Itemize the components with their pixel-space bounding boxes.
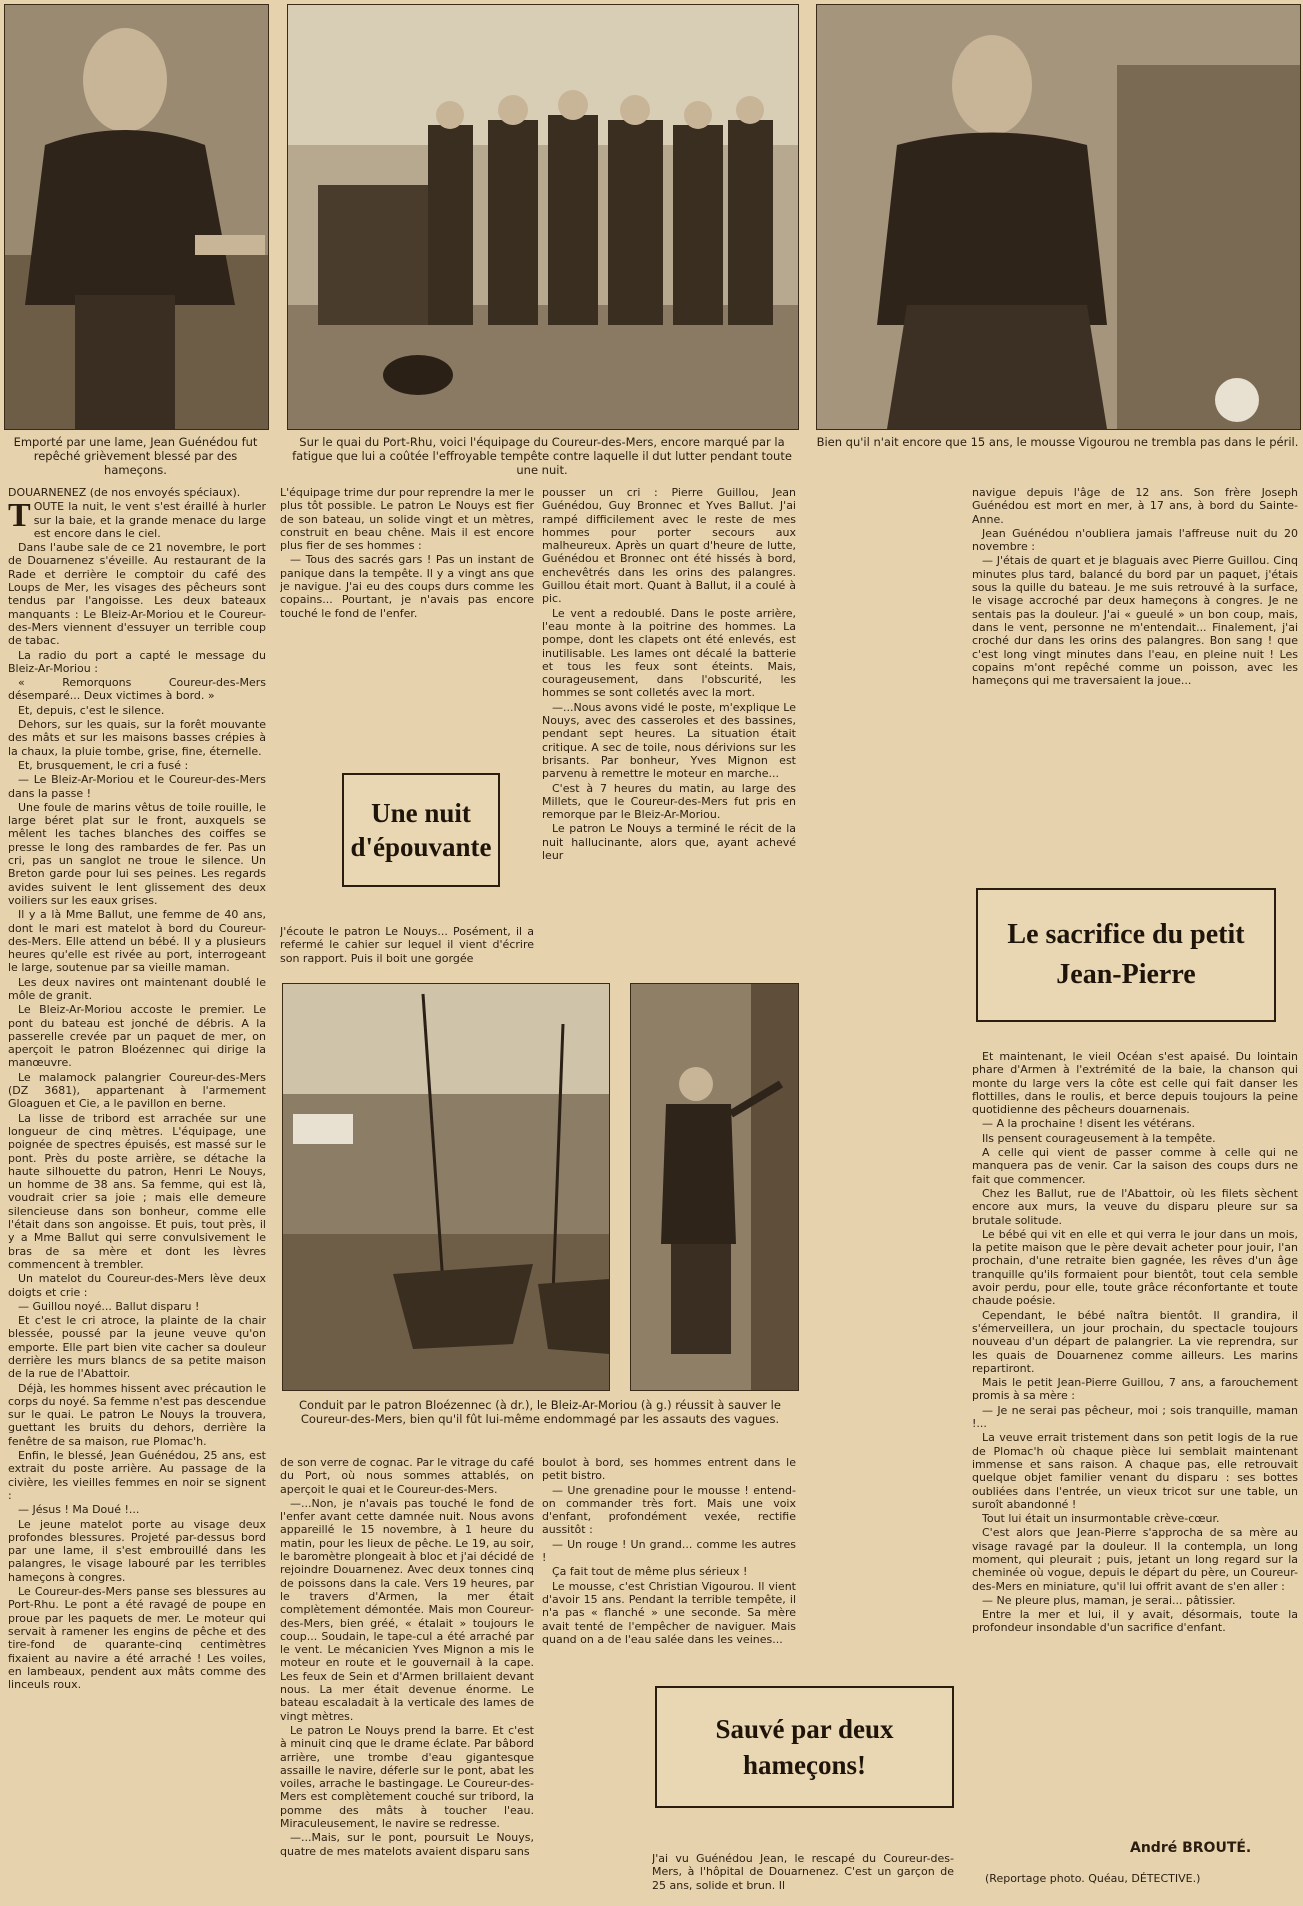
column-3-bottom xyxy=(542,1456,796,1656)
paragraph: — Le Bleiz-Ar-Moriou et le Coureur-des-Mers dans la passe ! xyxy=(8,773,266,800)
paragraph: — Jésus ! Ma Doué !... xyxy=(18,1503,140,1517)
column-4-bottom xyxy=(972,1050,1298,1830)
dateline: DOUARNENEZ (de nos envoyés spéciaux). xyxy=(8,486,241,499)
caption-middle: Conduit par le patron Bloézennec (à dr.), le Bleiz-Ar-Moriou (à g.) réussit à sauver le Coureur-des-Mers, bien qu'il fût lui-même endommagé par les assauts des vagues. xyxy=(299,1398,781,1426)
paragraph: Le patron Le Nouys prend la barre. Et c'est à minuit cinq que le drame éclate. Par bâbord arrière, une trombe d'eau gigantesque assaille le navire, déferle sur le pont, abat les voiles, arrache le bastingage. Le Coureur-des-Mers est complètement couché sur tribord, la pomme des mâts à toucher l'eau. Miraculeusement, le navire se redresse. xyxy=(280,1723,534,1831)
paragraph: J'écoute le patron Le Nouys... Posément, il a refermé le cahier sur lequel il vient d'écrire son rapport. Puis il boit une gorgée xyxy=(280,925,534,965)
paragraph: — Je ne serai pas pêcheur, moi ; sois tranquille, maman !... xyxy=(972,1403,1298,1431)
harbour-boats-icon xyxy=(283,984,609,1390)
paragraph: Enfin, le blessé, Jean Guénédou, 25 ans, est extrait du poste arrière. Au passage de la civière, les vieilles femmes en noir se signent : xyxy=(8,1449,266,1502)
caption-top-center: Sur le quai du Port-Rhu, voici l'équipage du Coureur-des-Mers, encore marqué par la fatigue que lui a coûtée l'effroyable tempête contre laquelle il dut lutter pendant toute une nuit. xyxy=(292,435,792,477)
paragraph: Les deux navires ont maintenant doublé le môle de granit. xyxy=(8,975,266,1002)
paragraph: C'est à 7 heures du matin, au large des Millets, que le Coureur-des-Mers fut pris en remorque par le Bleiz-Ar-Moriou. xyxy=(542,781,796,822)
paragraph: Une foule de marins vêtus de toile rouille, le large béret plat sur le front, auxquels se mêlent les taches blanches des coiffes se presse le long des rambardes de fer. Pas un cri, pas un sanglot ne troue le silence. Un Breton garde pour lui ses peines. Les regards avides suivent le lent glissement des deux voiliers sur les eaux grises. xyxy=(8,800,266,907)
photo-credit: (Reportage photo. Quéau, DÉTECTIVE.) xyxy=(985,1872,1201,1885)
paragraph: La radio du port a capté le message du Bleiz-Ar-Moriou : xyxy=(8,648,266,675)
paragraph: Dehors, sur les quais, sur la forêt mouvante des mâts et sur les maisons basses crépies à la chaux, la pluie tombe, grise, fine, éternelle. xyxy=(8,718,266,758)
drop-cap: T xyxy=(8,497,31,535)
paragraph: — Tous des sacrés gars ! Pas un instant de panique dans la tempête. Il y a vingt ans que je navigue. J'ai eu des coups durs comme les copains... Pourtant, je n'avais pas encore touché le fond de l'enfer. xyxy=(280,553,534,620)
paragraph: La lisse de tribord est arrachée sur une longueur de cinq mètres. L'équipage, une poignée de spectres épuisés, est massé sur le pont. Près du poste arrière, se détache la haute silhouette du patron, Henri Le Nouys, un homme de 38 ans. Sa femme, qui est là, voudrait crier sa joie ; mais elle demeure silencieuse dans son bonheur, comme elle l'était dans son angoisse. Et puis, tout près, il y a Mme Ballut qui serre convulsivement le bras de sa mère et dont les lèvres commencent à trembler. xyxy=(8,1111,266,1271)
paragraph: La veuve errait tristement dans son petit logis de la rue de Plomac'h où chaque pièce lui semblait maintenant immense et sans raison. A chaque pas, elle retrouvait quelque objet familier venant du disparu : ses bottes oubliées dans l'entrée, un vieux tricot sur une table, un suroît abandonné ! xyxy=(972,1431,1298,1511)
headline-sauve xyxy=(655,1686,954,1808)
paragraph: Dans l'aube sale de ce 21 novembre, le port de Douarnenez s'éveille. Au restaurant de la Rade et derrière le comptoir du café des Loups de Mer, les visages des pêcheurs sont tendus par l'angoisse. Les deux bateaux manquants : Le Bleiz-Ar-Moriou et le Coureur-des-Mers viennent d'essuyer un terrible coup de tabac. xyxy=(8,541,266,648)
paragraph: A celle qui vient de passer comme à celle qui ne manquera pas de venir. Car la saison des coups durs ne fait que commencer. xyxy=(972,1146,1298,1186)
paragraph: Jean Guénédou n'oubliera jamais l'affreuse nuit du 20 novembre : xyxy=(972,526,1298,554)
paragraph: Et, brusquement, le cri a fusé : xyxy=(18,758,189,772)
paragraph: — J'étais de quart et je blaguais avec Pierre Guillou. Cinq minutes plus tard, balancé du bord par un paquet, j'étais sous la quille du bateau. Je me suis retrouvé à la surface, le visage accroché par deux hameçons à congres. Je ne sentais pas la douleur. J'ai « gueulé » un bon coup, mais, dans le vent, personne ne m'entendait... Finalement, j'ai croché dur dans les orins des palangres. Bon sang ! que c'est long vingt minutes dans l'eau, en pleine nuit ! Les copains m'ont repêché comme un poisson, avec les hameçons qui me traversaient la joue... xyxy=(972,554,1298,688)
paragraph: « Remorquons Coureur-des-Mers désemparé... Deux victimes à bord. » xyxy=(8,676,266,703)
paragraph: — Ne pleure plus, maman, je serai... pâtissier. xyxy=(982,1593,1236,1607)
photo-vigourou xyxy=(816,4,1301,430)
paragraph: Le patron Le Nouys a terminé le récit de la nuit hallucinante, alors que, ayant achevé leur xyxy=(542,822,796,863)
paragraph: Le bébé qui vit en elle et qui verra le jour dans un mois, la petite maison que le père devait acheter pour jouir, l'an prochain, d'une retraite bien gagnée, les rêves d'un âge tranquille qu'ils formaient pour bientôt, tout cela semble avoir perdu, pour elle, toute grâce réconfortante et toute chaude poésie. xyxy=(972,1227,1298,1308)
headline-text: Une nuit d'épouvante xyxy=(350,798,492,862)
caption-top-right: Bien qu'il n'ait encore que 15 ans, le mousse Vigourou ne trembla pas dans le péril. xyxy=(816,435,1299,449)
paragraph: — A la prochaine ! disent les vétérans. xyxy=(982,1117,1195,1131)
paragraph: —...Mais, sur le pont, poursuit Le Nouys, quatre de mes matelots avaient disparu sans xyxy=(280,1831,534,1858)
captain-portrait-icon xyxy=(631,984,798,1390)
author-signature: André BROUTÉ. xyxy=(1130,1840,1252,1856)
column-2-bottom xyxy=(280,1456,534,1902)
paragraph: de son verre de cognac. Par le vitrage du café du Port, où nous sommes attablés, on aperçoit le quai et le Coureur-des-Mers. xyxy=(280,1456,534,1496)
paragraph: Ils pensent courageusement à la tempête. xyxy=(982,1131,1216,1145)
headline-sacrifice xyxy=(976,888,1276,1022)
paragraph: Le Bleiz-Ar-Moriou accoste le premier. Le pont du bateau est jonché de débris. A la passerelle crevée par un paquet de mer, on aperçoit le patron Bloézennec qui dirige la manœuvre. xyxy=(8,1003,266,1070)
paragraph: Un matelot du Coureur-des-Mers lève deux doigts et crie : xyxy=(8,1272,266,1299)
paragraph: Tout lui était un insurmontable crève-cœur. xyxy=(982,1512,1220,1526)
column-2-mid xyxy=(280,925,534,975)
paragraph: C'est alors que Jean-Pierre s'approcha de sa mère au visage ravagé par la douleur. Il la contempla, un long moment, qui pleurait ; puis, jetant un long regard sur la cheminée où vogue, depuis le départ du père, un Coureur-des-Mers en miniature, qu'il lui offrit avant de s'en aller : xyxy=(972,1526,1298,1593)
headline-une-nuit xyxy=(342,773,500,887)
paragraph: —...Non, je n'avais pas touché le fond de l'enfer avant cette damnée nuit. Nous avons appareillé le 15 novembre, à 1 heure du matin, pour les lieux de pêche. Le 19, au soir, le baromètre plongeait à bloc et j'ai décidé de rejoindre Douarnenez. Avec deux tonnes cinq de poissons dans la cale. Vers 19 heures, par le travers d'Armen, la mer était complètement démontée. Mais mon Coureur-des-Mers, bien gréé, « étalait » toujours le coup... Soudain, le tape-cul a été arraché par le vent. Le mécanicien Yves Mignon a mis le moteur en route et le gouvernail à la cape. Les feux de Sein et d'Armen brillaient devant nous. La mer était devenue énorme. Le bateau escaladait à la verticale des lames de vingt mètres. xyxy=(280,1496,534,1723)
paragraph: J'ai vu Guénédou Jean, le rescapé du Coureur-des-Mers, à l'hôpital de Douarnenez. C'est un garçon de 25 ans, solide et brun. Il xyxy=(652,1852,954,1892)
paragraph: navigue depuis l'âge de 12 ans. Son frère Joseph Guénédou est mort en mer, à 17 ans, à bord du Sainte-Anne. xyxy=(972,486,1298,526)
paragraph: — Un rouge ! Un grand... comme les autres ! xyxy=(542,1537,796,1565)
column-3-top xyxy=(542,486,796,976)
paragraph: —...Nous avons vidé le poste, m'explique Le Nouys, avec des casseroles et des bassines, pendant sept heures. La situation était critique. A sec de toile, nous dérivions sur les brisants. Par bonheur, Yves Mignon est parvenu à remettre le moteur en marche... xyxy=(542,700,796,781)
crew-group-icon xyxy=(288,5,798,429)
paragraph: L'équipage trime dur pour reprendre la mer le plus tôt possible. Le patron Le Nouys est fier de son bateau, un solide vingt et un mètres, construit en beau chêne. Mais il est encore plus fier de ses hommes : xyxy=(280,486,534,553)
column-4-top xyxy=(972,486,1298,866)
column-2-top xyxy=(280,486,534,766)
paragraph: Mais le petit Jean-Pierre Guillou, 7 ans, a farouchement promis à sa mère : xyxy=(972,1376,1298,1403)
photo-jean-guenedou xyxy=(4,4,269,430)
paragraph: pousser un cri : Pierre Guillou, Jean Guénédou, Guy Bronnec et Yves Ballut. J'ai rampé difficilement avec le reste de mes hommes pour porter secours aux malheureux. Après un quart d'heure de lutte, Guénédou et Bronnec ont été hissés à bord, enchevêtrés dans les orins des palangres. Guillou était mort. Quant à Ballut, il a coulé à pic. xyxy=(542,486,796,606)
paragraph: Et c'est le cri atroce, la plainte de la chair blessée, poussé par la jeune veuve qu'on emporte. Elle part bien vite cacher sa douleur derrière les murs blancs de sa petite maison de la rue de l'Abattoir. xyxy=(8,1314,266,1381)
photo-captain xyxy=(630,983,799,1391)
paragraph: Le jeune matelot porte au visage deux profondes blessures. Projeté par-dessus bord par une lame, il s'est embrouillé dans les palangres, le visage labouré par les terribles hameçons à congres. xyxy=(8,1517,266,1584)
photo-crew xyxy=(287,4,799,430)
headline-text: Sauvé par deux hameçons! xyxy=(715,1714,894,1780)
paragraph: Il y a là Mme Ballut, une femme de 40 ans, dont le mari est matelot à bord du Coureur-des-Mers. Elle attend un bébé. Il y a plusieurs heures qu'elle est rivée au port, interrogeant le large, soutenue par sa vieille maman. xyxy=(8,908,266,975)
caption-top-left: Emporté par une lame, Jean Guénédou fut repêché grièvement blessé par des hameçons. xyxy=(13,435,258,477)
paragraph: Le mousse, c'est Christian Vigourou. Il vient d'avoir 15 ans. Pendant la terrible tempête, il n'a pas « flanché » une seconde. Sa mère avait tenté de l'empêcher de naviguer. Mais quand on a de l'eau salée dans les veines... xyxy=(542,1579,796,1646)
column-1 xyxy=(8,486,266,1902)
paragraph: Et, depuis, c'est le silence. xyxy=(18,703,165,717)
paragraph: Et maintenant, le vieil Océan s'est apaisé. Du lointain phare d'Armen à l'extrémité de la baie, la chanson qui monte du large vers la côte est celle qui fait danser les flottilles, dans le roulis, et berce depuis toujours la peine quotidienne des pêcheurs douarnenais. xyxy=(972,1050,1298,1117)
paragraph: Le Coureur-des-Mers panse ses blessures au Port-Rhu. Le pont a été ravagé de poupe en proue par les paquets de mer. Le moteur qui servait à ramener les engins de pêche et des tire-fond de quarante-cinq centimètres fixaient au navire a été arraché ! Les voiles, en lambeaux, pendent aux mâts comme des linceuls roux. xyxy=(8,1585,266,1692)
paragraph: boulot à bord, ses hommes entrent dans le petit bistro. xyxy=(542,1456,796,1483)
headline-text: Le sacrifice du petit Jean-Pierre xyxy=(1007,919,1245,990)
paragraph: Chez les Ballut, rue de l'Abattoir, où les filets sèchent encore aux murs, la veuve du disparu pleure sur sa brutale solitude. xyxy=(972,1186,1298,1227)
paragraph: — Une grenadine pour le mousse ! entend-on commander très fort. Mais une voix d'enfant, profondément vexée, rectifie aussitôt : xyxy=(542,1483,796,1537)
cabin-boy-portrait-icon xyxy=(817,5,1300,429)
paragraph: Le vent a redoublé. Dans le poste arrière, l'eau monte à la poitrine des hommes. La pompe, dont les clapets ont été enlevés, est inutilisable. Les lames ont décalé la batterie et tous les feux sont éteints. Mais, courageusement, dans l'obscurité, les hommes se sont colletés avec la mort. xyxy=(542,606,796,700)
paragraph: Le malamock palangrier Coureur-des-Mers (DZ 3681), appartenant à l'armement Gloaguen et Cie, a le pavillon en berne. xyxy=(8,1070,266,1111)
sailor-portrait-icon xyxy=(5,5,268,429)
paragraph: Déjà, les hommes hissent avec précaution le corps du noyé. Sa femme n'est pas descendue sur le quai. Le patron Le Nouys la trouvera, guettant les bruits du dehors, derrière la fenêtre de sa maison, rue Plomac'h. xyxy=(8,1381,266,1448)
column-3-last xyxy=(652,1852,954,1902)
paragraph: Entre la mer et lui, il y avait, désormais, toute la profondeur insondable d'un sacrifice d'enfant. xyxy=(972,1608,1298,1635)
paragraph: Cependant, le bébé naîtra bientôt. Il grandira, il s'émerveillera, un jour prochain, du spectacle toujours nouveau d'un départ de palangrier. La vie reprendra, sur les quais de Douarnenez comme ailleurs. Les marins repartiront. xyxy=(972,1308,1298,1375)
photo-harbour xyxy=(282,983,610,1391)
paragraph: — Guillou noyé... Ballut disparu ! xyxy=(18,1299,200,1313)
paragraph: Ça fait tout de même plus sérieux ! xyxy=(552,1565,748,1579)
lead-paragraph: TOUTE la nuit, le vent s'est éraillé à hurler sur la baie, et la grande menace du large est encore dans le ciel. xyxy=(8,497,266,540)
